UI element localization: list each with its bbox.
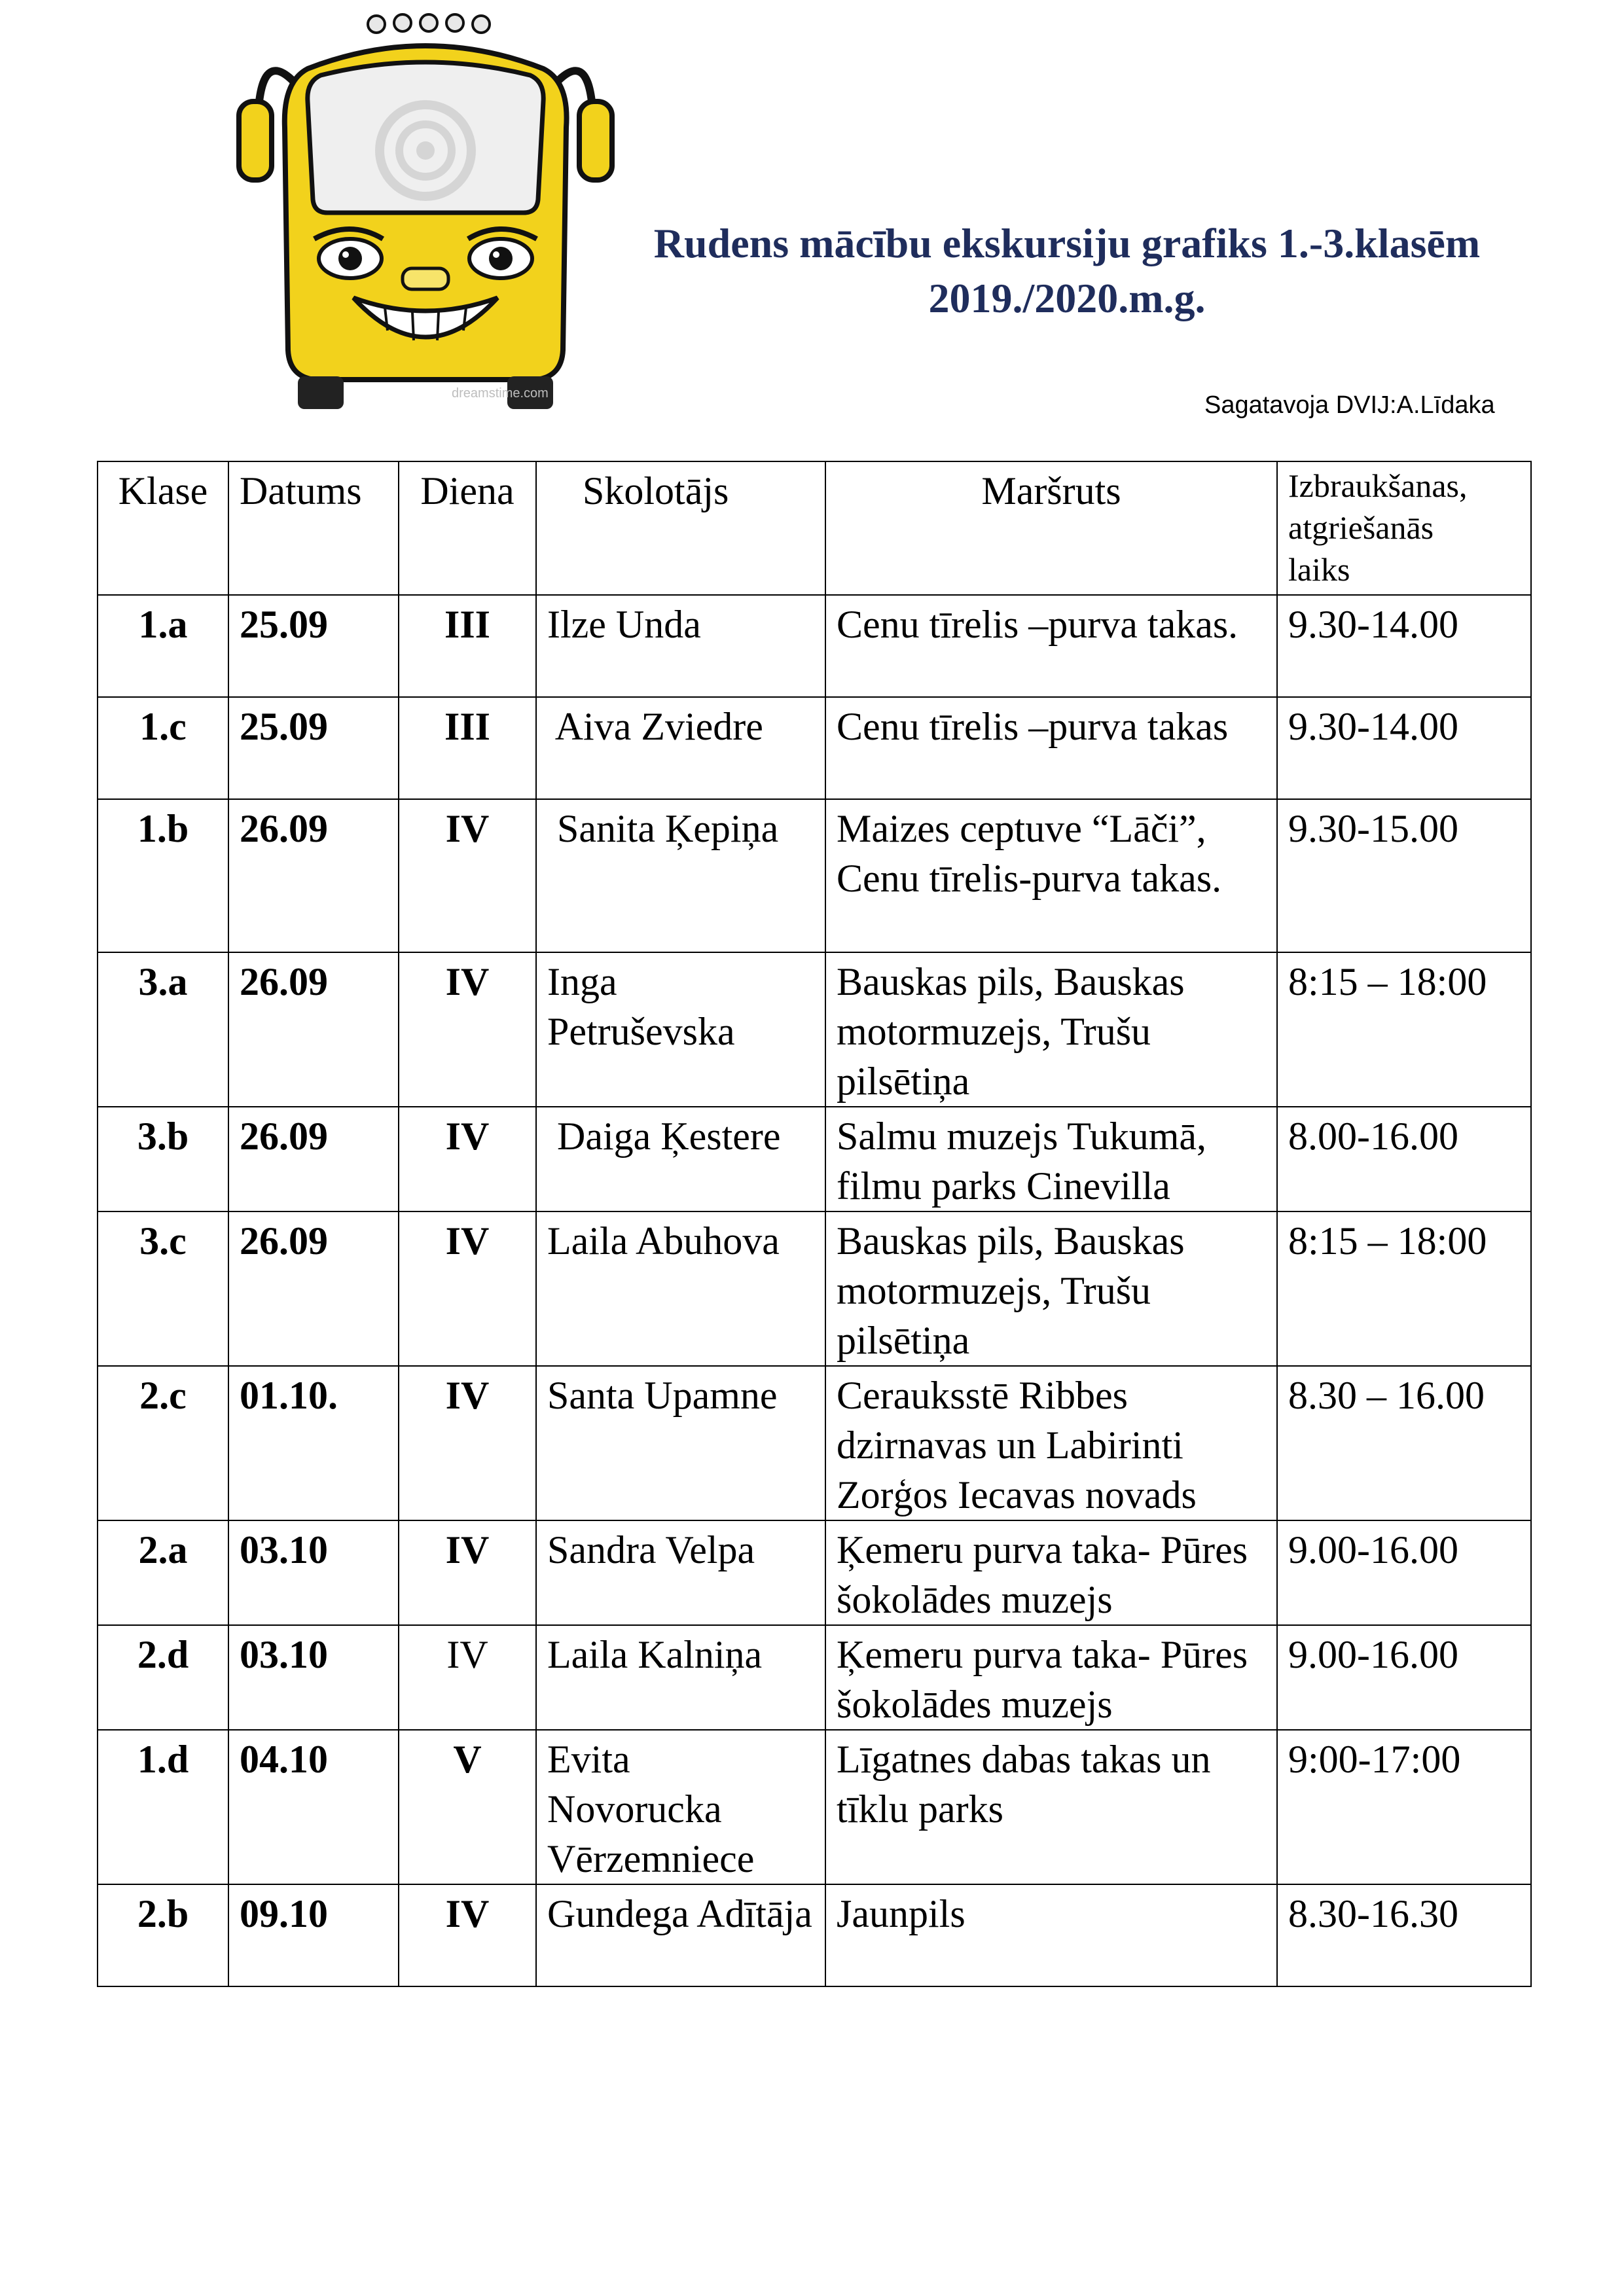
table-row	[98, 1366, 1531, 1520]
cell-route: Cenu tīrelis –purva takas.	[825, 595, 1277, 697]
table-row	[98, 1211, 1531, 1366]
header-time-line-1: Izbraukšanas,	[1288, 467, 1468, 504]
cell-time: 9.00-16.00	[1277, 1625, 1531, 1730]
table-row	[98, 1625, 1531, 1730]
cell-teacher: Daiga Ķestere	[536, 1107, 825, 1211]
cell-teacher: Laila Kalniņa	[536, 1625, 825, 1730]
cell-date: 25.09	[228, 595, 399, 697]
cell-route: Ķemeru purva taka- Pūres šokolādes muzejs	[825, 1520, 1277, 1625]
cell-time: 9.30-15.00	[1277, 799, 1531, 952]
cell-teacher: Evita Novorucka Vērzemniece	[536, 1730, 825, 1884]
cell-day: IV	[399, 1520, 536, 1625]
cell-class: 2.d	[98, 1625, 228, 1730]
cell-class: 2.a	[98, 1520, 228, 1625]
roof-light	[446, 14, 463, 31]
cell-teacher: Santa Upamne	[536, 1366, 825, 1520]
cell-class: 1.b	[98, 799, 228, 952]
cell-day: V	[399, 1730, 536, 1884]
cell-time: 9:00-17:00	[1277, 1730, 1531, 1884]
header-row	[98, 461, 1531, 595]
cell-date: 26.09	[228, 952, 399, 1107]
cell-time: 8:15 – 18:00	[1277, 952, 1531, 1107]
cell-class: 2.c	[98, 1366, 228, 1520]
roof-light	[394, 14, 411, 31]
cell-teacher: Sandra Velpa	[536, 1520, 825, 1625]
cell-date: 09.10	[228, 1884, 399, 1986]
cell-class: 1.c	[98, 697, 228, 799]
cell-teacher: Inga Petruševska	[536, 952, 825, 1107]
cell-time: 8.30 – 16.00	[1277, 1366, 1531, 1520]
left-mirror	[239, 101, 272, 180]
table-row	[98, 799, 1531, 952]
cell-route: Cerauksstē Ribbes dzirnavas un Labirinti Zorģos Iecavas novads	[825, 1366, 1277, 1520]
cell-day: IV	[399, 1884, 536, 1986]
cell-date: 03.10	[228, 1625, 399, 1730]
header-day: Diena	[399, 461, 536, 595]
title-line-1: Rudens mācību ekskursiju grafiks 1.-3.klasēm	[653, 220, 1481, 266]
table-row	[98, 1520, 1531, 1625]
cell-route: Salmu muzejs Tukumā, filmu parks Cinevilla	[825, 1107, 1277, 1211]
header-time	[1277, 461, 1531, 595]
cell-time: 9.00-16.00	[1277, 1520, 1531, 1625]
prepared-by: Sagatavoja DVIJ:A.Līdaka	[1204, 391, 1495, 419]
header-teacher: Skolotājs	[536, 461, 825, 595]
cell-date: 26.09	[228, 799, 399, 952]
cell-date: 04.10	[228, 1730, 399, 1884]
watermark-text: dreamstime.com	[452, 386, 549, 401]
cell-date: 26.09	[228, 1211, 399, 1366]
right-mirror	[579, 101, 612, 180]
cell-date: 25.09	[228, 697, 399, 799]
table-row	[98, 595, 1531, 697]
table-row	[98, 952, 1531, 1107]
excursion-schedule-table	[97, 461, 1532, 1987]
cell-time: 9.30-14.00	[1277, 697, 1531, 799]
cell-route: Bauskas pils, Bauskas motormuzejs, Trušu pilsētiņa	[825, 1211, 1277, 1366]
cell-time: 9.30-14.00	[1277, 595, 1531, 697]
cell-class: 3.c	[98, 1211, 228, 1366]
cell-route: Līgatnes dabas takas un tīklu parks	[825, 1730, 1277, 1884]
roof-light	[368, 16, 385, 33]
cell-date: 03.10	[228, 1520, 399, 1625]
cell-teacher: Laila Abuhova	[536, 1211, 825, 1366]
cell-time: 8.00-16.00	[1277, 1107, 1531, 1211]
cell-day: III	[399, 697, 536, 799]
cell-route: Ķemeru purva taka- Pūres šokolādes muzejs	[825, 1625, 1277, 1730]
cell-route: Jaunpils	[825, 1884, 1277, 1986]
table-row	[98, 697, 1531, 799]
cell-class: 3.b	[98, 1107, 228, 1211]
cell-day: IV	[399, 1366, 536, 1520]
cell-day: IV	[399, 952, 536, 1107]
roof-light	[473, 16, 490, 33]
cell-time: 8:15 – 18:00	[1277, 1211, 1531, 1366]
cell-day: IV	[399, 1211, 536, 1366]
nose-badge	[403, 268, 448, 289]
left-wheel	[298, 376, 344, 409]
header-time-line-2: atgriešanās	[1288, 509, 1434, 546]
cell-day: IV	[399, 1625, 536, 1730]
cell-class: 2.b	[98, 1884, 228, 1986]
cell-day: IV	[399, 1107, 536, 1211]
table-row	[98, 1107, 1531, 1211]
cell-time: 8.30-16.30	[1277, 1884, 1531, 1986]
cell-class: 1.a	[98, 595, 228, 697]
table-row	[98, 1730, 1531, 1884]
bus-illustration	[236, 10, 615, 416]
cell-teacher: Gundega Adītāja	[536, 1884, 825, 1986]
cell-day: IV	[399, 799, 536, 952]
cell-route: Bauskas pils, Bauskas motormuzejs, Trušu pilsētiņa	[825, 952, 1277, 1107]
cell-class: 1.d	[98, 1730, 228, 1884]
cell-class: 3.a	[98, 952, 228, 1107]
cell-date: 26.09	[228, 1107, 399, 1211]
table-row	[98, 1884, 1531, 1986]
cell-teacher: Aiva Zviedre	[536, 697, 825, 799]
cell-date: 01.10.	[228, 1366, 399, 1520]
header-date: Datums	[228, 461, 399, 595]
cell-teacher: Sanita Ķepiņa	[536, 799, 825, 952]
windshield	[308, 62, 543, 213]
cell-teacher: Ilze Unda	[536, 595, 825, 697]
header-time-line-3: laiks	[1288, 551, 1350, 588]
header-class: Klase	[98, 461, 228, 595]
header-route: Maršruts	[825, 461, 1277, 595]
roof-light	[420, 14, 437, 31]
cell-route: Cenu tīrelis –purva takas	[825, 697, 1277, 799]
cell-route: Maizes ceptuve “Lāči”, Cenu tīrelis-purva takas.	[825, 799, 1277, 952]
title-line-2: 2019./2020.m.g.	[928, 275, 1206, 321]
document-title	[602, 216, 1532, 326]
cell-day: III	[399, 595, 536, 697]
